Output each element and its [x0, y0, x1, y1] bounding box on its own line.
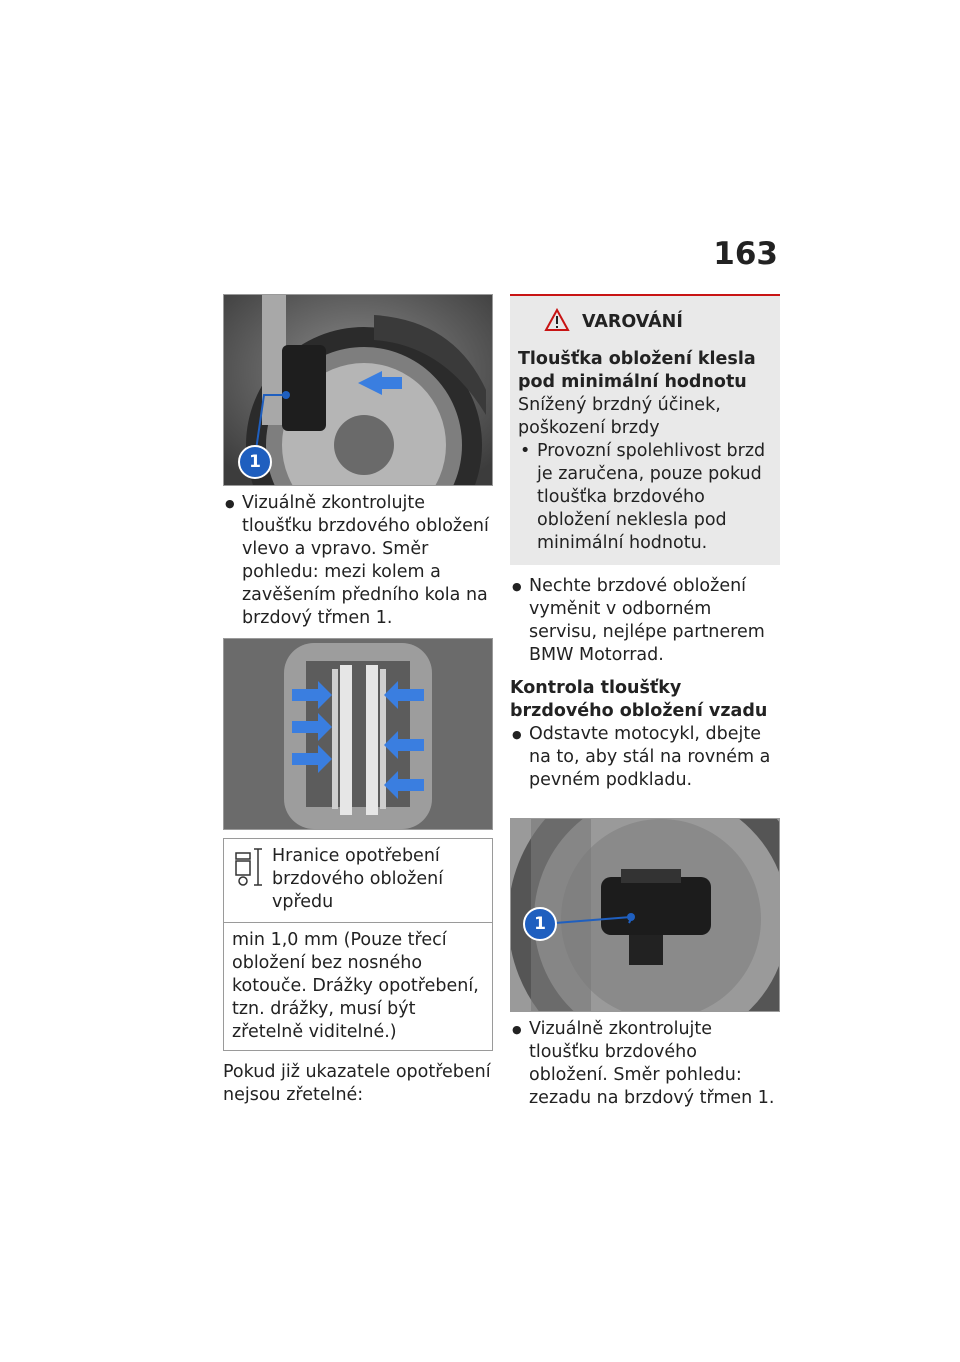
bullet-replace-pads: ● Nechte brzdové obložení vyměnit v odborném servisu, nejlépe partnerem BMW Motorrad. — [510, 575, 780, 667]
callout-1-badge: 1 — [238, 445, 272, 479]
left-column — [223, 294, 493, 1107]
warning-triangle-icon — [544, 308, 570, 336]
brake-pad-wear-icon — [232, 845, 272, 914]
rear-check-heading: Kontrola tloušťky brzdového obložení vzadu — [510, 678, 768, 721]
warning-consequence: Snížený brzdný účinek, poškození brzdy — [518, 395, 721, 438]
warning-box — [510, 294, 780, 565]
wear-indicator-note: Pokud již ukazatele opotřebení nejsou zřetelné: — [223, 1062, 491, 1105]
brake-pads-photo — [223, 638, 493, 830]
wear-limit-spec-box — [223, 838, 493, 1051]
wear-limit-value: min 1,0 mm (Pouze třecí obložení bez nosného kotouče. Drážky opotřebení, tzn. drážky, musí být zřetelně viditelné.) — [232, 930, 479, 1042]
page-number: 163 — [713, 236, 778, 272]
right-column — [510, 294, 780, 1110]
rear-caliper-photo — [510, 818, 780, 1012]
callout-1-rear-badge: 1 — [523, 907, 557, 941]
warning-measure: • Provozní spolehlivost brzd je zaručena, pouze pokud tloušťka brzdového obložení neklesla pod minimální hodnotu. — [518, 440, 772, 555]
front-caliper-photo — [223, 294, 493, 486]
bullet-park-motorcycle: ● Odstavte motocykl, dbejte na to, aby stál na rovném a pevném podkladu. — [510, 723, 780, 792]
warning-headline: Tloušťka obložení klesla pod minimální hodnotu — [518, 349, 756, 392]
bullet-rear-visual-check: ● Vizuálně zkontrolujte tloušťku brzdového obložení. Směr pohledu: zezadu na brzdový třmen 1. — [510, 1018, 780, 1110]
bullet-front-visual-check: ● Vizuálně zkontrolujte tloušťku brzdového obložení vlevo a vpravo. Směr pohledu: mezi kolem a zavěšením předního kola na brzdový třmen 1. — [223, 492, 493, 630]
warning-label: VAROVÁNÍ — [582, 312, 683, 332]
wear-limit-heading: Hranice opotřebení brzdového obložení vpředu — [272, 846, 444, 912]
